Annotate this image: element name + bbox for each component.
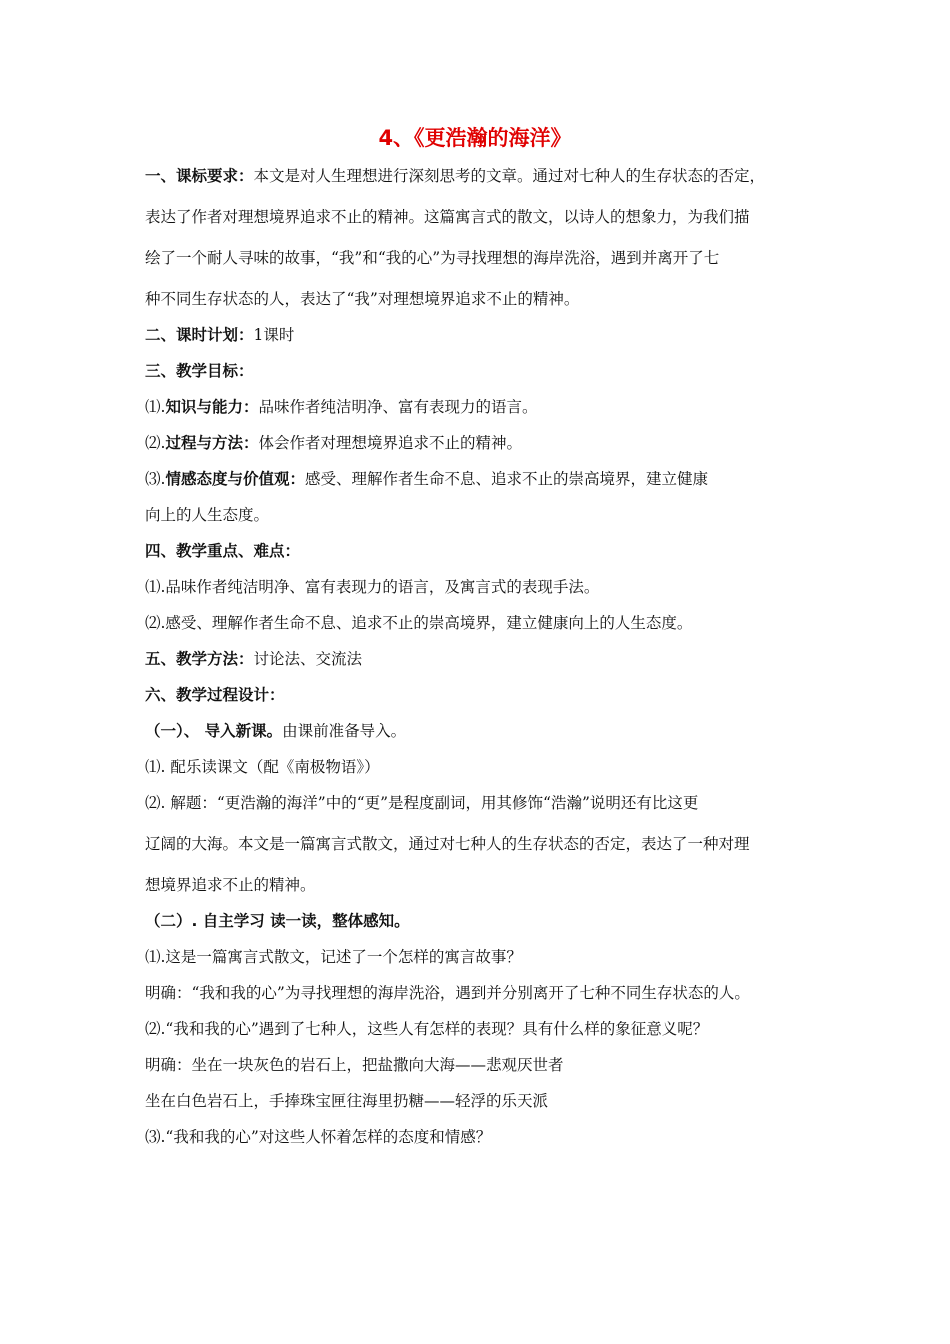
part-1-item-2-cont-2: 想境界追求不止的精神。 — [145, 876, 316, 894]
objective-3: ⑶.情感态度与价值观：感受、理解作者生命不息、追求不止的崇高境界，建立健康 — [145, 470, 708, 488]
part-2-item-3: ⑵.“我和我的心”遇到了七种人，这些人有怎样的表现？具有什么样的象征意义呢？ — [145, 1020, 709, 1038]
section-3-heading: 三、教学目标： — [145, 362, 254, 380]
section-1-line-2: 表达了作者对理想境界追求不止的精神。这篇寓言式的散文，以诗人的想象力，为我们描 — [145, 208, 750, 226]
key-point-2: ⑵.感受、理解作者生命不息、追求不止的崇高境界，建立健康向上的人生态度。 — [145, 614, 693, 632]
section-4-heading: 四、教学重点、难点： — [145, 542, 301, 560]
part-2-heading: （二）. 自主学习 读一读，整体感知。 — [145, 912, 410, 930]
section-6-heading: 六、教学过程设计： — [145, 686, 285, 704]
section-1-line-1 — [145, 164, 765, 186]
part-2-item-2: 明确：“我和我的心”为寻找理想的海岸洗浴，遇到并分别离开了七种不同生存状态的人。 — [145, 984, 750, 1002]
objective-2: ⑵.过程与方法：体会作者对理想境界追求不止的精神。 — [145, 434, 522, 452]
part-2-item-5: 坐在白色岩石上，手捧珠宝匣往海里扔糖——轻浮的乐天派 — [145, 1092, 549, 1110]
section-1-text: 本文是对人生理想进行深刻思考的文章。通过对七种人的生存状态的否定， — [253, 167, 766, 185]
document-title: 4、《更浩瀚的海洋》 — [378, 126, 572, 150]
section-1-label: 一、课标要求： — [145, 167, 254, 185]
part-2-item-4: 明确：坐在一块灰色的岩石上，把盐撒向大海——悲观厌世者 — [145, 1056, 564, 1074]
part-2-item-1: ⑴.这是一篇寓言式散文，记述了一个怎样的寓言故事？ — [145, 948, 522, 966]
part-1-heading: （一）、 导入新课。由课前准备导入。 — [145, 722, 407, 740]
section-1-line-4: 种不同生存状态的人，表达了“我”对理想境界追求不止的精神。 — [145, 290, 580, 308]
part-1-item-1: ⑴. 配乐读课文（配《南极物语》） — [145, 758, 380, 776]
part-1-item-2: ⑵. 解题：“更浩瀚的海洋”中的“更”是程度副词，用其修饰“浩瀚”说明还有比这更 — [145, 794, 699, 812]
section-2 — [145, 323, 294, 345]
part-2-item-6: ⑶.“我和我的心”对这些人怀着怎样的态度和情感？ — [145, 1128, 492, 1146]
part-1-item-2-cont-1: 辽阔的大海。本文是一篇寓言式散文，通过对七种人的生存状态的否定，表达了一种对理 — [145, 835, 750, 853]
objective-1: ⑴.知识与能力：品味作者纯洁明净、富有表现力的语言。 — [145, 398, 538, 416]
section-1-line-3: 绘了一个耐人寻味的故事，“我”和“我的心”为寻找理想的海岸洗浴，遇到并离开了七 — [145, 249, 720, 267]
section-5: 五、教学方法：讨论法、交流法 — [145, 650, 363, 668]
section-2-text: 1课时 — [253, 326, 295, 344]
objective-3-cont: 向上的人生态度。 — [145, 506, 270, 524]
key-point-1: ⑴.品味作者纯洁明净、富有表现力的语言，及寓言式的表现手法。 — [145, 578, 600, 596]
section-2-label: 二、课时计划： — [145, 326, 254, 344]
